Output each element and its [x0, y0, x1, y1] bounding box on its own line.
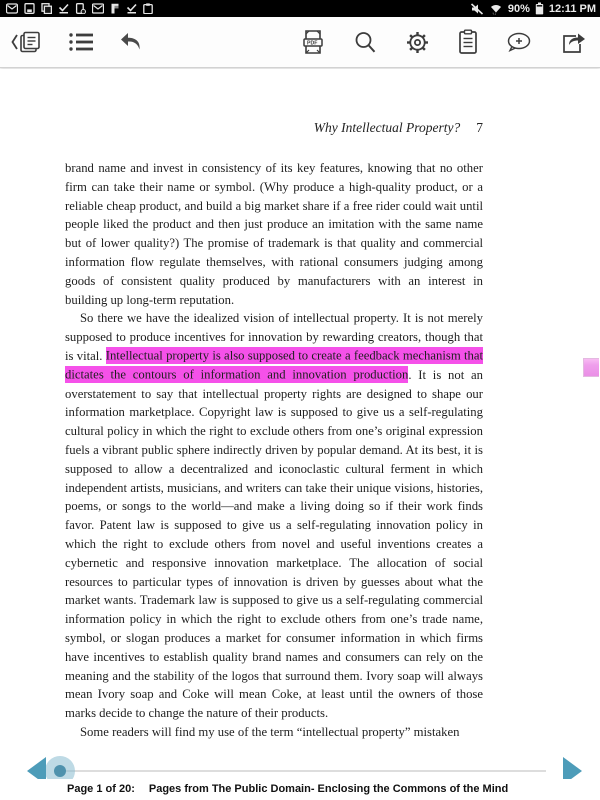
- mute-icon: [470, 3, 484, 15]
- svg-text:↑↓: ↑↓: [491, 10, 496, 15]
- back-pages-button[interactable]: [10, 28, 44, 56]
- download-complete-icon: [58, 3, 69, 14]
- document-title: Pages from The Public Domain- Enclosing the Commons of the Mind: [148, 783, 509, 795]
- text-segment: Some readers will find my use of the term “intellectual property” mistaken: [80, 724, 460, 739]
- pdf-document-icon: [301, 29, 325, 55]
- footer-bar: [0, 779, 600, 800]
- page-info: [67, 783, 508, 795]
- list-icon: [68, 30, 94, 54]
- battery-percent: 90%: [507, 2, 530, 15]
- svg-text:PDF: PDF: [307, 40, 318, 47]
- download-complete-icon: [126, 3, 137, 14]
- export-pdf-button[interactable]: [301, 29, 325, 55]
- screenshot-icon: [24, 3, 35, 14]
- system-status: [470, 2, 596, 15]
- gmail-icon: [6, 3, 18, 14]
- back-chevron-icon: [13, 35, 18, 49]
- phone-update-icon: [75, 3, 86, 14]
- flag-icon: [110, 3, 120, 14]
- text-segment: So there we have the idealized vision of intellectual property. It is not merely supposed to produce incentives for innovation by rewarding creators, though that is vital.: [65, 311, 483, 363]
- page-slider-knob-dot: [54, 765, 66, 777]
- settings-button[interactable]: [405, 30, 430, 55]
- page-count-label: Page 1 of 20:: [67, 783, 135, 795]
- running-head: [65, 120, 483, 136]
- paragraph: [65, 159, 483, 309]
- reader-toolbar: [0, 17, 600, 68]
- notification-icons: [4, 3, 153, 14]
- clock: 12:11 PM: [548, 2, 596, 15]
- pages-icon: [21, 33, 39, 52]
- page-slider-track[interactable]: [60, 770, 546, 772]
- paragraph: [65, 723, 483, 742]
- notes-button[interactable]: [458, 29, 478, 55]
- copy-icon: [41, 3, 52, 14]
- clipboard-icon: [143, 3, 153, 14]
- share-button[interactable]: [560, 30, 586, 55]
- paragraph: [65, 309, 483, 723]
- search-icon: [353, 30, 377, 55]
- chapter-title: Why Intellectual Property?: [313, 120, 461, 135]
- text-segment: . It is not an overstatement to say that intellectual property rights are designed to shape our information marketplace. Copyright law is supposed to give us a self-regulating cultural policy in which the right to exclude others from one’s original expression fuels a vibrant public sphere indirectly driven by popular demand. At its best, it is supposed to allow a decentralized and iconoclastic cultural ferment in which independent artists, musicians, and writers can take their unique visions, histories, poems, or songs to the world—and make a living doing so if their work finds favor. Patent law is supposed to give us a self-regulating innovation policy in which the right to exclude others from novel and useful inventions creates a cybernetic and responsive innovation marketplace. The allocation of social resources to particular types of innovation is driven by guesses about what the market wants. Trademark law is supposed to give us a self-regulating commercial information policy in which the right to exclude others from one’s trade name, symbol, or slogan produces a market for consumer information in which firms have incentives to establish quality brand names and consumers can rely on the meaning and the stability of the logos that surround them. Ivory soap will always mean Ivory soap and Coke will mean Coke, at least until the owners of those marks decide to change the nature of their products.: [65, 367, 483, 721]
- gear-icon: [405, 30, 430, 55]
- share-icon: [560, 30, 586, 55]
- comment-plus-icon: [506, 30, 532, 54]
- notes-clipboard-icon: [458, 29, 478, 55]
- wifi-icon: [489, 3, 503, 15]
- undo-button[interactable]: [118, 30, 144, 54]
- add-comment-button[interactable]: [506, 30, 532, 54]
- status-bar: [0, 0, 600, 17]
- search-button[interactable]: [353, 30, 377, 55]
- email-icon: [92, 3, 104, 14]
- undo-arrow-icon: [118, 30, 144, 54]
- page-content: [0, 69, 600, 779]
- battery-icon: [535, 2, 544, 15]
- contents-list-button[interactable]: [68, 30, 94, 54]
- text-segment: brand name and invest in consistency of its key features, knowing that no other firm can take their name or symbol. (Why produce a high-quality product, or a reliable cheap product, and build a big market share if a free rider could wait until people liked the product and then just produce an imitation with the same name but of lower quality?) The promise of trademark is that quality and commercial information flow regulate themselves, with rational consumers judging among goods of consistent quality produced by manufacturers with an interest in building up long-term reputation.: [65, 161, 483, 307]
- page-number: 7: [476, 120, 483, 135]
- body-text: [65, 159, 483, 742]
- highlighted-text[interactable]: Intellectual property is also supposed to create a feedback mechanism that dictates the contours of information and innovation production: [65, 348, 483, 382]
- annotation-marker[interactable]: [583, 358, 599, 377]
